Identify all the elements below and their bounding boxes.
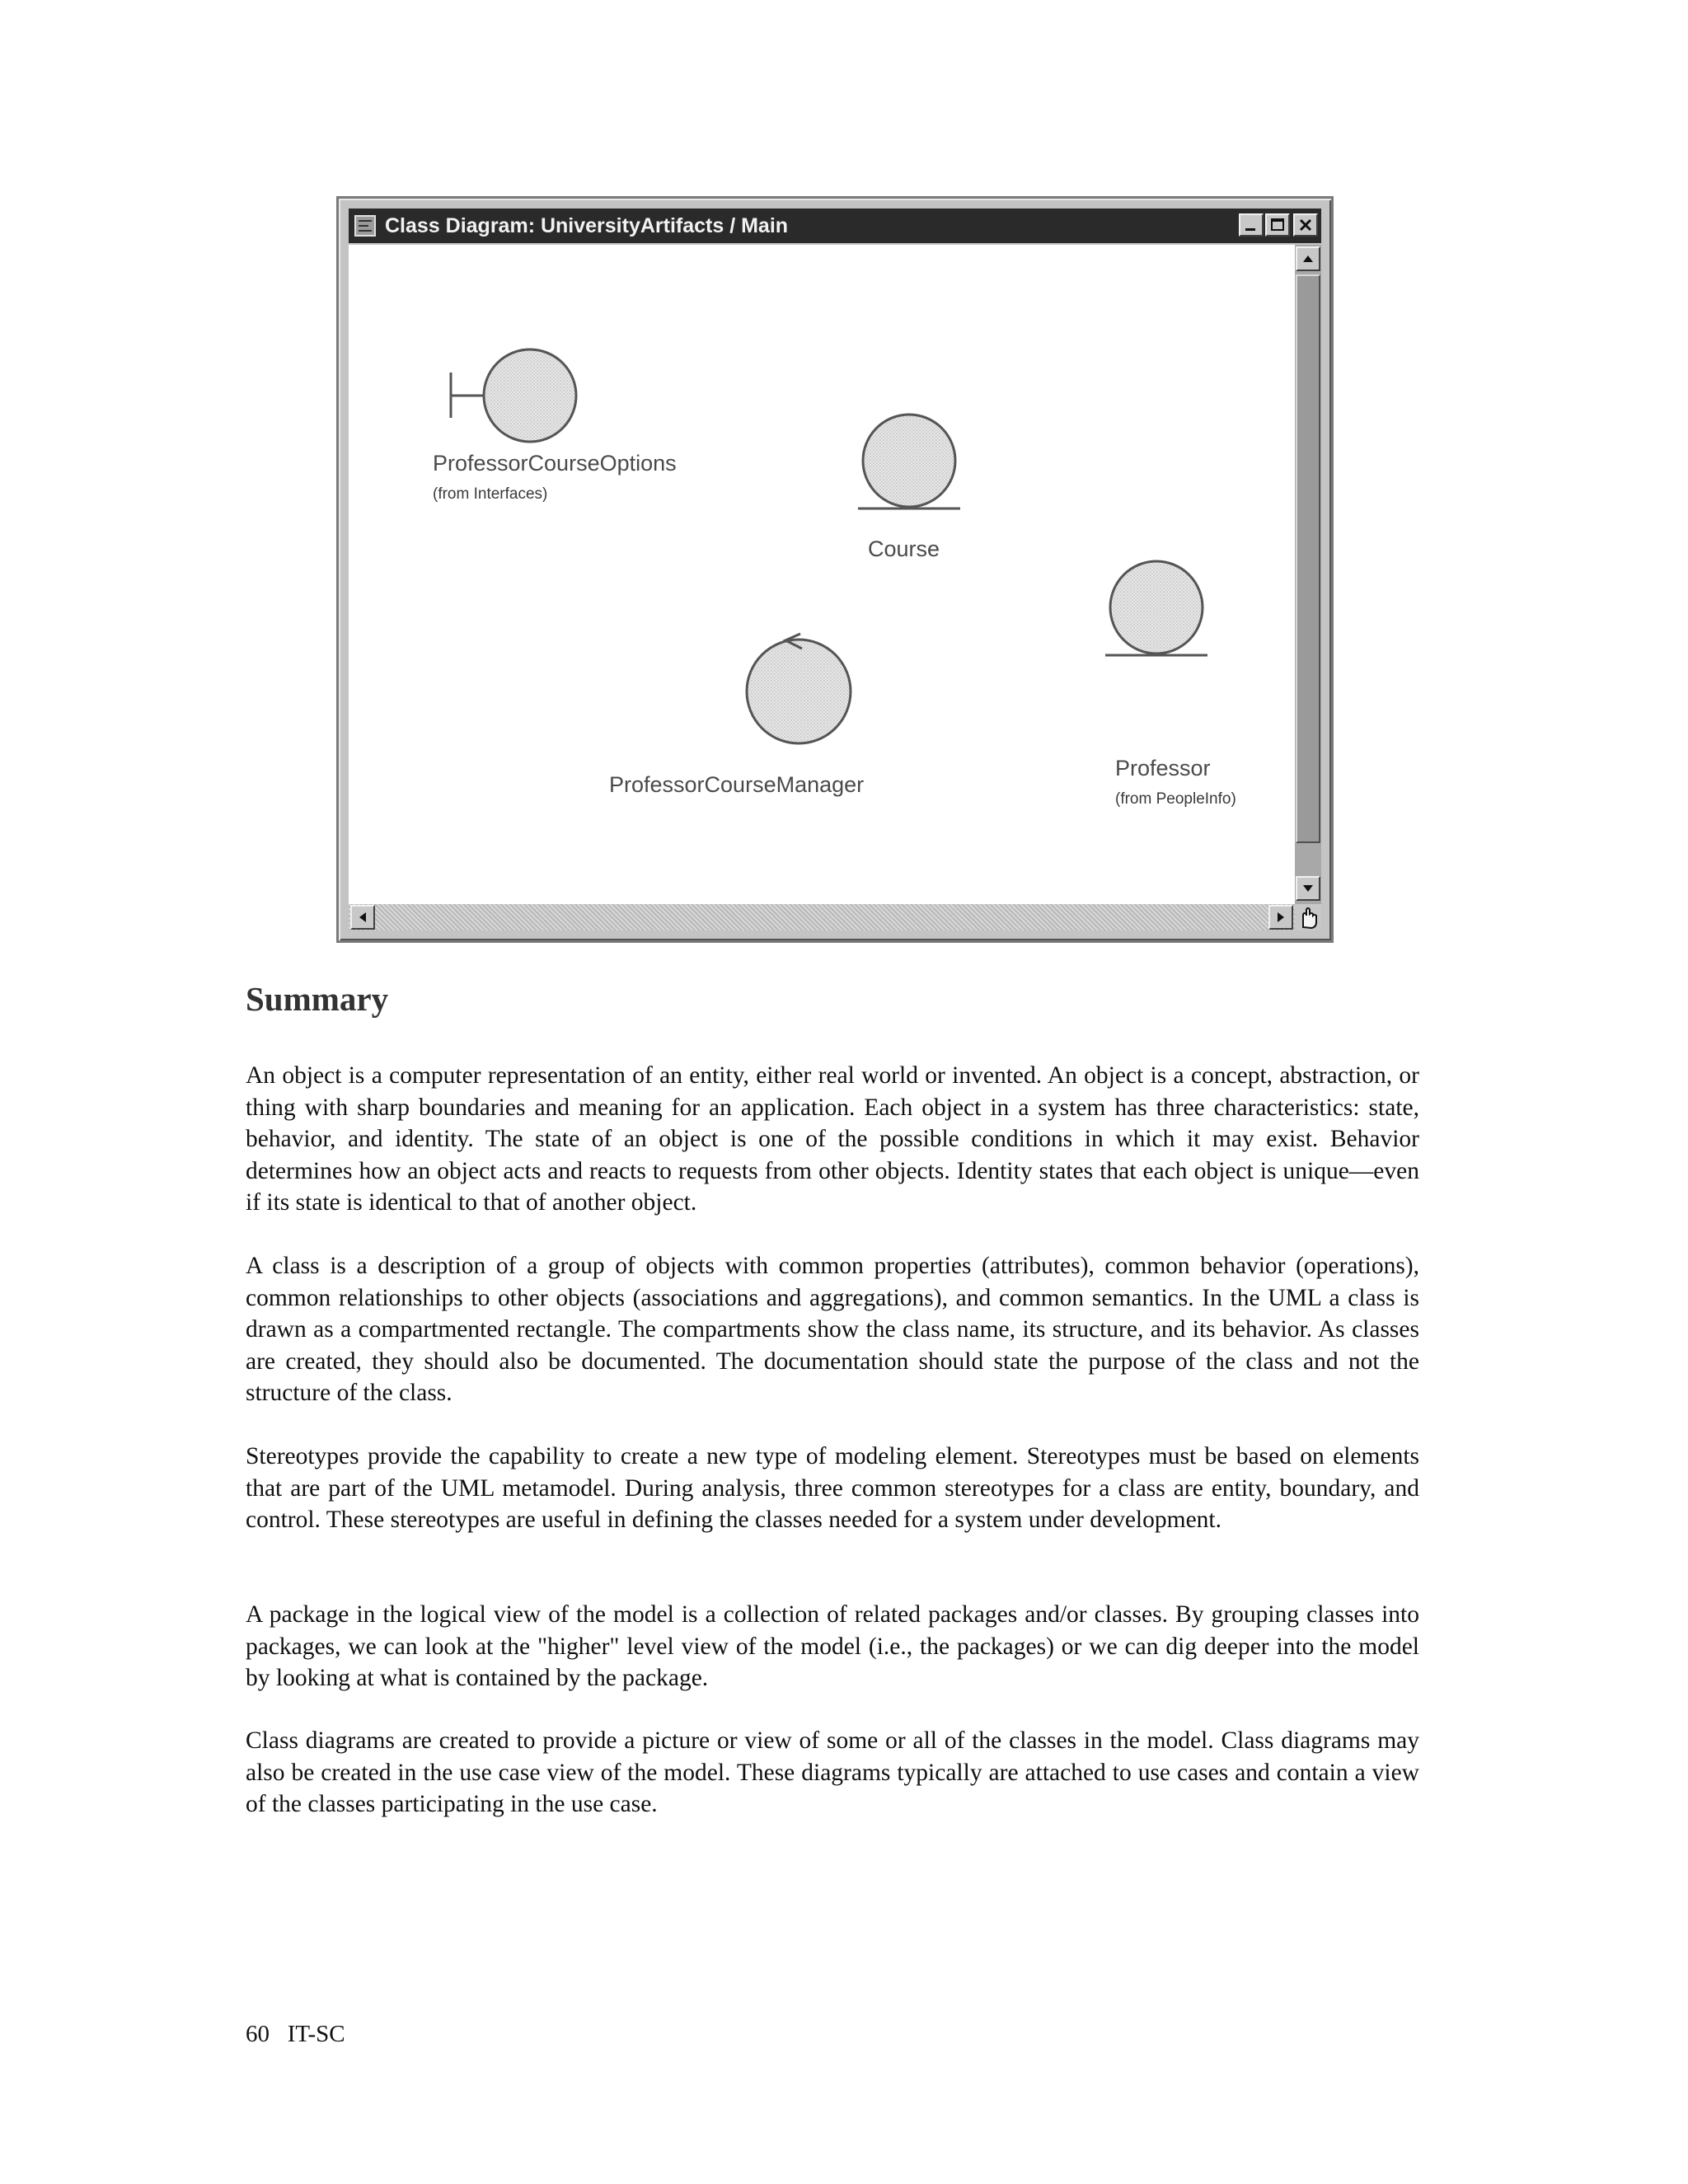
node-name-professor-course-manager: ProfessorCourseManager (609, 772, 865, 797)
vertical-scroll-thumb[interactable] (1296, 274, 1320, 843)
hand-cursor-icon (1295, 904, 1321, 930)
paragraph-classes: A class is a description of a group of objects with common properties (attributes), common behavior (operations), common relationships to other objects (associations and aggregations), and common semantics. In the UML a class is drawn as a compartmented rectangle. The compartments show the class name, its structure, and its behavior. As classes are created, they should also be documented. The documentation should state the purpose of the class and not the structure of the class. (246, 1253, 1419, 1406)
hand-cursor-corner (1295, 904, 1321, 930)
boundary-class-icon[interactable] (451, 349, 576, 442)
close-icon (1295, 215, 1316, 235)
entity-class-icon-course[interactable] (858, 415, 960, 509)
node-name-professor: Professor (1115, 756, 1211, 780)
paragraph-stereotypes: Stereotypes provide the capability to create a new type of modeling element. Stereotypes must be based on elements that are part of the UML metamodel. During analysis, three common stereotypes for a class are entity, boundary, and control. These stereotypes are useful in defining the classes needed for a system under development. (246, 1443, 1419, 1533)
maximize-button[interactable] (1265, 213, 1290, 237)
scroll-down-button[interactable] (1296, 876, 1320, 901)
page-footer (246, 2021, 345, 2048)
paragraph-objects: An object is a computer representation of an entity, either real world or invented. An object is a concept, abstraction, or thing with sharp boundaries and meaning for an application. Each object in a system has three characteristics: state, behavior, and identity. The state of an object is one of the possible conditions in which it may exist. Behavior determines how an object acts and reacts to requests from other objects. Identity states that each object is unique—even if its state is identical to that of another object. (246, 1062, 1419, 1216)
window-title: Class Diagram: UniversityArtifacts / Main (385, 214, 789, 237)
arrow-left-icon (352, 907, 373, 928)
scroll-right-button[interactable] (1268, 905, 1293, 930)
section-heading: Summary (246, 980, 389, 1018)
class-diagram-window (336, 196, 1334, 943)
scroll-up-button[interactable] (1296, 246, 1320, 271)
scroll-left-button[interactable] (350, 905, 375, 930)
maximize-icon (1267, 215, 1288, 235)
minimize-icon (1240, 215, 1262, 235)
node-from-interfaces: (from Interfaces) (433, 485, 548, 503)
control-class-icon[interactable] (747, 634, 851, 743)
page-number: 60 (246, 2021, 270, 2047)
vertical-scrollbar[interactable] (1295, 245, 1321, 904)
paragraph-class-diagrams: Class diagrams are created to provide a picture or view of some or all of the classes in the model. Class diagrams may also be created in the use case view of the model. These diagrams typically are attached to use cases and contain a view of the classes participating in the use case. (246, 1727, 1419, 1817)
footer-source: IT-SC (287, 2021, 345, 2047)
close-button[interactable] (1293, 213, 1318, 237)
arrow-down-icon (1297, 878, 1319, 899)
arrow-right-icon (1270, 907, 1292, 928)
diagram-canvas[interactable] (349, 245, 1295, 904)
paragraph-packages: A package in the logical view of the model is a collection of related packages and/or classes. By grouping classes into packages, we can look at the "higher" level view of the model (i.e., the packages) or we can dig deeper into the model by looking at what is contained by the package. (246, 1601, 1419, 1691)
entity-class-icon-professor[interactable] (1105, 561, 1207, 655)
diagram-app-icon[interactable] (354, 214, 377, 237)
window-titlebar[interactable] (349, 209, 1321, 243)
horizontal-scrollbar[interactable] (349, 904, 1295, 930)
node-from-peopleinfo: (from PeopleInfo) (1115, 790, 1236, 808)
node-name-course: Course (868, 537, 940, 561)
arrow-up-icon (1297, 248, 1319, 269)
minimize-button[interactable] (1239, 213, 1264, 237)
node-name-professor-course-options: ProfessorCourseOptions (433, 451, 677, 476)
